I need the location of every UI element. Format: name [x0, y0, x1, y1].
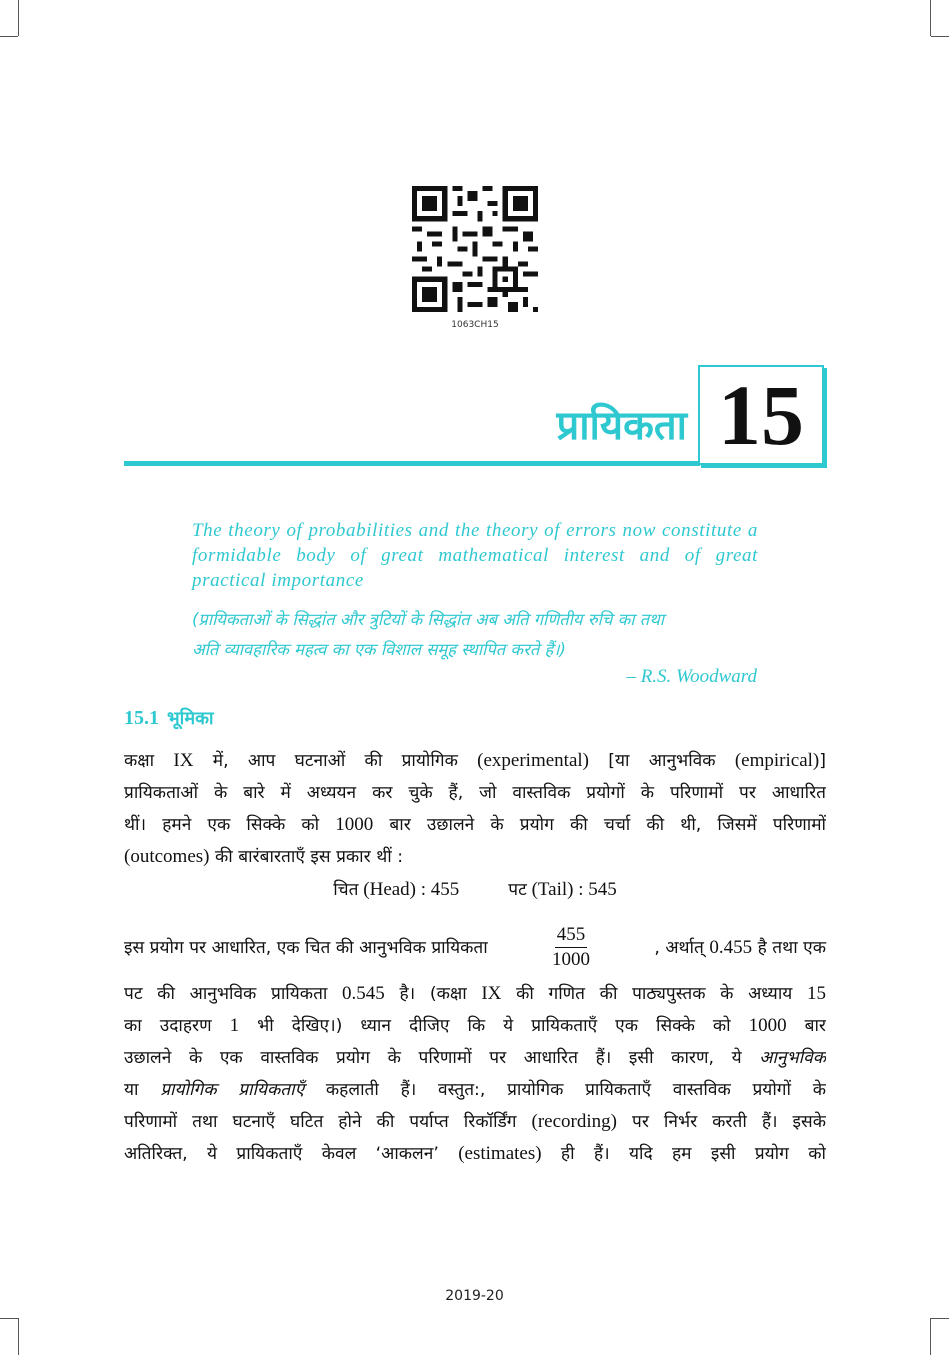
paragraph-line: थीं। हमने एक सिक्के को 1000 बार उछालने के प्रयोग की चर्चा की थी, जिसमें परिणामों: [124, 814, 826, 835]
page-footer-year: 2019-20: [445, 1288, 504, 1304]
crop-mark: [0, 36, 18, 37]
paragraph-intro: [124, 745, 826, 873]
qr-code-icon: [412, 186, 538, 312]
chapter-number: 15: [718, 367, 804, 463]
paragraph-line: कक्षा IX में, आप घटनाओं की प्रायोगिक (experimental) [या आनुभविक (empirical)]: [124, 750, 826, 771]
fraction-line-text: , अर्थात् 0.455 है तथा एक: [654, 936, 826, 958]
fraction-numerator: 455: [555, 923, 588, 948]
crop-mark: [0, 1318, 18, 1319]
paragraph-line: प्रायिकताओं के बारे में अध्ययन कर चुके हैं, जो वास्तविक प्रयोगों के परिणामों पर आधारित: [124, 783, 826, 803]
paragraph-line: का उदाहरण 1 भी देखिए।) ध्यान दीजिए कि ये प्रायिकताएँ एक सिक्के को 1000 बार: [124, 1015, 826, 1036]
paragraph-line: (outcomes) की बारंबारताएँ इस प्रकार थीं :: [124, 846, 404, 867]
paragraph-line: पट की आनुभविक प्रायिकता 0.545 है। (कक्षा IX की गणित की पाठ्यपुस्तक के अध्याय 15: [124, 983, 826, 1004]
paragraph-line: उछालने के एक वास्तविक प्रयोग के परिणामों पर आधारित हैं। इसी कारण, ये आनुभविक: [124, 1048, 826, 1068]
crop-mark: [930, 1318, 931, 1355]
epigraph-hindi: [192, 605, 758, 665]
outcome-tail-value: (Tail) : 545: [526, 879, 617, 900]
crop-mark: [18, 1318, 19, 1355]
paragraph-line: अतिरिक्त, ये प्रायिकताएँ केवल ‘आकलन’ (estimates) ही हैं। यदि हम इसी प्रयोग को: [124, 1143, 826, 1164]
outcomes-line: [124, 878, 826, 901]
outcome-head-value: (Head) : 455: [358, 879, 460, 900]
qr-code-label: 1063CH15: [451, 320, 499, 330]
crop-mark: [931, 1318, 949, 1319]
outcome-tail-hindi: पट: [508, 880, 527, 900]
section-title: भूमिका: [167, 708, 214, 729]
fraction: [552, 923, 590, 972]
title-underline: [124, 461, 700, 466]
epigraph-author: – R.S. Woodward: [626, 666, 757, 687]
section-number: 15.1: [124, 707, 159, 729]
epigraph-hindi-line: (प्रायिकताओं के सिद्धांत और त्रुटियों के सिद्धांत अब अति गणितीय रुचि का तथा: [192, 610, 665, 629]
section-heading: [124, 706, 214, 730]
crop-mark: [930, 0, 931, 36]
paragraph-empirical: [124, 978, 826, 1170]
crop-mark: [931, 36, 949, 37]
probability-fraction-line: [124, 922, 826, 972]
chapter-number-box: [698, 365, 824, 465]
qr-code: [412, 186, 538, 312]
epigraph-hindi-line: अति व्यावहारिक महत्व का एक विशाल समूह स्थापित करते हैं।): [192, 640, 566, 659]
paragraph-line: या प्रायोगिक प्रायिकताएँ कहलाती हैं। वस्तुत:, प्रायोगिक प्रायिकताएँ वास्तविक प्रयोगों के: [124, 1080, 826, 1100]
chapter-title: प्रायिकता: [556, 403, 687, 449]
fraction-line-text: इस प्रयोग पर आधारित, एक चित की आनुभविक प्रायिकता: [124, 937, 488, 958]
crop-mark: [18, 0, 19, 36]
epigraph-english: The theory of probabilities and the theory of errors now constitute a formidable body of great mathematical interest and of great practical importance: [192, 520, 758, 591]
outcome-head-hindi: चित: [333, 880, 359, 900]
paragraph-line: परिणामों तथा घटनाएँ घटित होने की पर्याप्त रिकॉर्डिंग (recording) पर निर्भर करती हैं। इसके: [124, 1111, 826, 1132]
fraction-denominator: 1000: [552, 948, 591, 970]
